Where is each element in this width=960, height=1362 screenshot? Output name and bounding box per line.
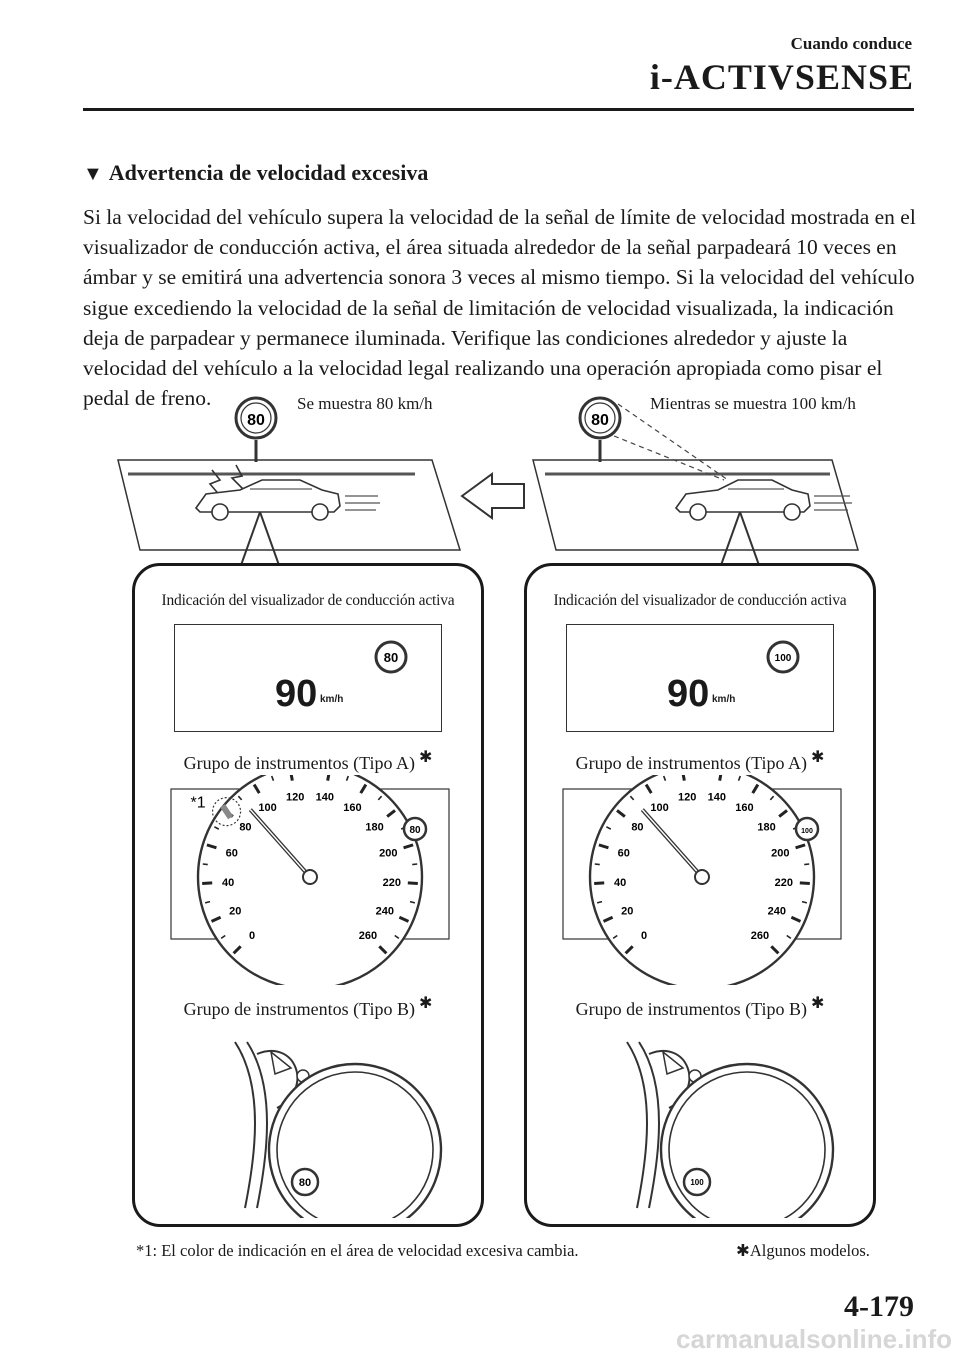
right-hud-limit-sign-icon [765, 639, 801, 675]
left-road-sign-text: 80 [247, 412, 265, 429]
left-cluster-b-text: Grupo de instrumentos (Tipo B) [183, 999, 415, 1019]
gauge-limit-text: 80 [409, 825, 421, 836]
right-cluster-b-illustration [597, 1028, 857, 1218]
gauge-tick [594, 883, 604, 884]
gauge-tick [804, 864, 809, 865]
left-cluster-a-asterisk: ✱ [418, 749, 433, 766]
body-text: Si la velocidad del vehículo supera la velocidad de la señal de límite de velocidad mostrada en el visualizador de conducción activa, el área situada alrededor de la señal parpadeará 10 veces en ámbar y se emitirá una advertencia sonora 3 veces al mismo tiempo. Si la velocidad del vehículo sigue excediendo la velocidad de la señal de limitación de velocidad visualizada, la indicación deja de parpadear y permanece iluminada. Verifique las condiciones alrededor y ajuste la velocidad del vehículo a la velocidad legal realizando una operación apropiada como pisar el pedal de freno. [83, 205, 916, 411]
right-road-sign-text: 80 [591, 412, 609, 429]
left-cluster-b-limit-text: 80 [298, 1177, 312, 1189]
watermark: carmanualsonline.info [676, 1324, 952, 1354]
section-title-text: Advertencia de velocidad excesiva [108, 160, 429, 185]
gauge-tick-label: 0 [248, 929, 256, 942]
right-speedometer-gauge [557, 775, 847, 985]
left-cluster-b-label [135, 993, 481, 1020]
gauge-hub [303, 870, 317, 884]
left-panel-title: Indicación del visualizador de conducción activa [161, 592, 455, 609]
gauge-tick-label: 120 [678, 791, 697, 804]
gauge-tick-label: 80 [631, 821, 644, 834]
gauge-tick [408, 883, 418, 884]
right-cluster-a-label [527, 747, 873, 774]
gauge-tick [683, 775, 685, 781]
left-caption: Se muestra 80 km/h [297, 394, 433, 413]
gauge-tick-label: 140 [707, 791, 726, 804]
gauge-tick-label: 260 [750, 929, 770, 942]
left-cluster-b-asterisk: ✱ [418, 995, 433, 1012]
right-panel-title: Indicación del visualizador de conducción activa [553, 592, 847, 609]
gauge-tick [328, 775, 330, 781]
right-cluster-b-text: Grupo de instrumentos (Tipo B) [575, 999, 807, 1019]
left-cluster-a-text: Grupo de instrumentos (Tipo A) [183, 753, 415, 773]
gauge-tick-label: 220 [382, 876, 402, 889]
gauge-tick-label: 140 [315, 791, 334, 804]
gauge-tick-label: 100 [258, 801, 277, 814]
gauge-tick-label: 260 [358, 929, 378, 942]
gauge-tick-label: 180 [365, 821, 384, 834]
gauge-tick-label: 40 [222, 876, 235, 889]
note-marker: *1 [190, 794, 206, 812]
gauge-tick-label: 180 [757, 821, 776, 834]
header-chapter: i-ACTIVSENSE [649, 57, 914, 97]
page-number: 4-179 [844, 1290, 914, 1323]
gauge-tick [202, 883, 212, 884]
right-hud-display [566, 624, 834, 732]
right-hud-speed: 90 [667, 673, 710, 715]
left-cluster-a-label [135, 747, 481, 774]
left-hud-display [174, 624, 442, 732]
gauge-limit-text: 100 [801, 828, 813, 835]
left-hud-limit-sign-icon [373, 639, 409, 675]
right-hud-unit: km/h [712, 694, 736, 705]
gauge-tick-label: 0 [640, 929, 648, 942]
gauge-tick-label: 160 [343, 801, 362, 814]
footnote-asterisk: ✱ [736, 1241, 750, 1260]
footnote-right [736, 1241, 870, 1261]
left-panel [132, 563, 484, 1227]
gauge-tick-label: 160 [735, 801, 754, 814]
gauge-tick-label: 60 [617, 847, 630, 860]
right-cluster-a-asterisk: ✱ [810, 749, 825, 766]
gauge-tick-label: 200 [771, 847, 790, 860]
gauge-tick-label: 240 [375, 905, 394, 918]
right-cluster-b-limit-text: 100 [690, 1178, 704, 1187]
left-road-scene [118, 398, 460, 568]
gauge-tick-label: 100 [650, 801, 669, 814]
right-hud-limit-text: 100 [774, 653, 792, 664]
left-hud-limit-text: 80 [383, 650, 399, 665]
footnote-right-text: Algunos modelos. [749, 1241, 870, 1260]
gauge-tick [412, 864, 417, 865]
gauge-tick-label: 220 [774, 876, 794, 889]
gauge-tick-label: 200 [379, 847, 398, 860]
gauge-tick-label: 240 [767, 905, 786, 918]
gauge-tick-label: 80 [239, 821, 252, 834]
footnote-left: *1: El color de indicación en el área de velocidad excesiva cambia. [136, 1241, 579, 1260]
left-speedometer-gauge [165, 775, 455, 985]
triangle-bullet-icon: ▼ [83, 163, 103, 185]
gauge-tick-label: 20 [229, 905, 242, 918]
right-cluster-b-label [527, 993, 873, 1020]
right-cluster-b-asterisk: ✱ [810, 995, 825, 1012]
direction-arrow-icon [462, 474, 524, 518]
gauge-hub [695, 870, 709, 884]
gauge-tick [203, 864, 208, 865]
header-section: Cuando conduce [790, 34, 912, 53]
right-road-scene [533, 398, 858, 568]
right-cluster-a-text: Grupo de instrumentos (Tipo A) [575, 753, 807, 773]
left-hud-speed: 90 [275, 673, 318, 715]
gauge-tick [291, 775, 293, 781]
gauge-tick-label: 120 [286, 791, 305, 804]
gauge-tick-label: 60 [225, 847, 238, 860]
left-cluster-b-illustration [205, 1028, 465, 1218]
right-panel [524, 563, 876, 1227]
gauge-tick [720, 775, 722, 781]
left-hud-unit: km/h [320, 694, 344, 705]
gauge-tick [800, 883, 810, 884]
gauge-tick [595, 864, 600, 865]
gauge-tick-label: 20 [621, 905, 634, 918]
gauge-tick-label: 40 [614, 876, 627, 889]
right-caption: Mientras se muestra 100 km/h [650, 394, 856, 413]
